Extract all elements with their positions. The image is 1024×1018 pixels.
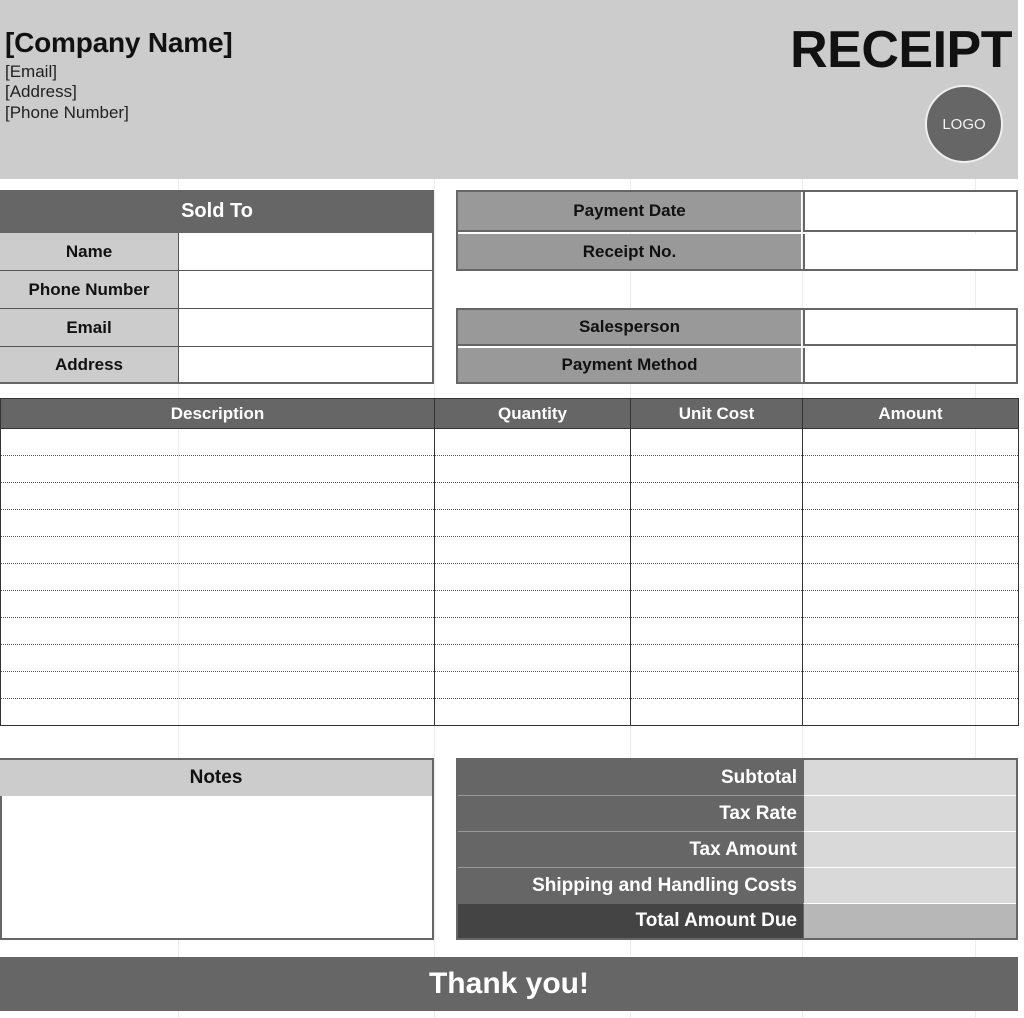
unit-cost-cell[interactable] bbox=[631, 645, 803, 672]
quantity-cell[interactable] bbox=[435, 510, 631, 537]
description-cell[interactable] bbox=[1, 591, 435, 618]
table-row bbox=[1, 618, 1019, 645]
amount-cell[interactable] bbox=[803, 456, 1019, 483]
unit-cost-cell[interactable] bbox=[631, 699, 803, 726]
table-row bbox=[1, 564, 1019, 591]
items-table bbox=[0, 398, 1019, 726]
description-cell[interactable] bbox=[1, 429, 435, 456]
payment-method-field[interactable] bbox=[803, 348, 1016, 382]
unit-cost-cell[interactable] bbox=[631, 510, 803, 537]
amount-cell[interactable] bbox=[803, 483, 1019, 510]
sold-to-phone-label: Phone Number bbox=[0, 271, 178, 309]
quantity-cell[interactable] bbox=[435, 429, 631, 456]
quantity-cell[interactable] bbox=[435, 483, 631, 510]
shipping-value[interactable] bbox=[803, 868, 1016, 904]
notes-heading: Notes bbox=[0, 760, 432, 796]
column-header-quantity: Quantity bbox=[435, 399, 631, 429]
total-due-label: Total Amount Due bbox=[458, 904, 803, 938]
sold-to-email-field[interactable] bbox=[178, 309, 432, 347]
tax-amount-label: Tax Amount bbox=[458, 832, 803, 868]
payment-date-field[interactable] bbox=[803, 192, 1016, 232]
table-row bbox=[1, 591, 1019, 618]
subtotal-value[interactable] bbox=[803, 760, 1016, 796]
column-header-unit-cost: Unit Cost bbox=[631, 399, 803, 429]
salesperson-field[interactable] bbox=[803, 310, 1016, 346]
table-row bbox=[1, 672, 1019, 699]
notes-field[interactable] bbox=[2, 796, 432, 938]
table-row bbox=[1, 537, 1019, 564]
unit-cost-cell[interactable] bbox=[631, 591, 803, 618]
company-name[interactable]: [Company Name] bbox=[5, 27, 233, 58]
quantity-cell[interactable] bbox=[435, 699, 631, 726]
sold-to-name-field[interactable] bbox=[178, 233, 432, 271]
column-header-amount: Amount bbox=[803, 399, 1019, 429]
tax-rate-label: Tax Rate bbox=[458, 796, 803, 832]
unit-cost-cell[interactable] bbox=[631, 429, 803, 456]
quantity-cell[interactable] bbox=[435, 537, 631, 564]
amount-cell[interactable] bbox=[803, 564, 1019, 591]
sold-to-heading: Sold To bbox=[0, 190, 434, 233]
sold-to-address-label: Address bbox=[0, 347, 178, 382]
receipt-no-label: Receipt No. bbox=[458, 234, 801, 269]
quantity-cell[interactable] bbox=[435, 618, 631, 645]
thank-you-banner: Thank you! bbox=[0, 957, 1018, 1011]
description-cell[interactable] bbox=[1, 564, 435, 591]
shipping-label: Shipping and Handling Costs bbox=[458, 868, 803, 904]
unit-cost-cell[interactable] bbox=[631, 618, 803, 645]
tax-amount-value[interactable] bbox=[803, 832, 1016, 868]
quantity-cell[interactable] bbox=[435, 564, 631, 591]
sold-to-name-label: Name bbox=[0, 233, 178, 271]
amount-cell[interactable] bbox=[803, 618, 1019, 645]
company-phone[interactable]: [Phone Number] bbox=[5, 103, 129, 122]
table-row bbox=[1, 510, 1019, 537]
quantity-cell[interactable] bbox=[435, 456, 631, 483]
sold-to-phone-field[interactable] bbox=[178, 271, 432, 309]
column-header-description: Description bbox=[1, 399, 435, 429]
quantity-cell[interactable] bbox=[435, 645, 631, 672]
table-row bbox=[1, 699, 1019, 726]
description-cell[interactable] bbox=[1, 483, 435, 510]
quantity-cell[interactable] bbox=[435, 591, 631, 618]
amount-cell[interactable] bbox=[803, 591, 1019, 618]
subtotal-label: Subtotal bbox=[458, 760, 803, 796]
description-cell[interactable] bbox=[1, 699, 435, 726]
payment-date-label: Payment Date bbox=[458, 192, 801, 232]
company-address[interactable]: [Address] bbox=[5, 82, 77, 101]
total-due-value[interactable] bbox=[803, 904, 1016, 938]
unit-cost-cell[interactable] bbox=[631, 456, 803, 483]
description-cell[interactable] bbox=[1, 456, 435, 483]
unit-cost-cell[interactable] bbox=[631, 537, 803, 564]
table-row bbox=[1, 456, 1019, 483]
amount-cell[interactable] bbox=[803, 672, 1019, 699]
amount-cell[interactable] bbox=[803, 645, 1019, 672]
tax-rate-value[interactable] bbox=[803, 796, 1016, 832]
logo-placeholder[interactable]: LOGO bbox=[925, 85, 1003, 163]
unit-cost-cell[interactable] bbox=[631, 483, 803, 510]
amount-cell[interactable] bbox=[803, 429, 1019, 456]
quantity-cell[interactable] bbox=[435, 672, 631, 699]
description-cell[interactable] bbox=[1, 510, 435, 537]
table-row bbox=[1, 429, 1019, 456]
sold-to-address-field[interactable] bbox=[178, 347, 432, 382]
company-email[interactable]: [Email] bbox=[5, 62, 57, 81]
receipt-no-field[interactable] bbox=[803, 234, 1016, 269]
description-cell[interactable] bbox=[1, 645, 435, 672]
sold-to-email-label: Email bbox=[0, 309, 178, 347]
unit-cost-cell[interactable] bbox=[631, 564, 803, 591]
amount-cell[interactable] bbox=[803, 510, 1019, 537]
amount-cell[interactable] bbox=[803, 537, 1019, 564]
description-cell[interactable] bbox=[1, 618, 435, 645]
receipt-header bbox=[0, 0, 1018, 179]
table-row bbox=[1, 645, 1019, 672]
description-cell[interactable] bbox=[1, 672, 435, 699]
receipt-title: RECEIPT bbox=[790, 21, 1012, 79]
payment-method-label: Payment Method bbox=[458, 348, 801, 382]
items-header-row bbox=[1, 399, 1019, 429]
unit-cost-cell[interactable] bbox=[631, 672, 803, 699]
amount-cell[interactable] bbox=[803, 699, 1019, 726]
salesperson-label: Salesperson bbox=[458, 310, 801, 346]
description-cell[interactable] bbox=[1, 537, 435, 564]
table-row bbox=[1, 483, 1019, 510]
